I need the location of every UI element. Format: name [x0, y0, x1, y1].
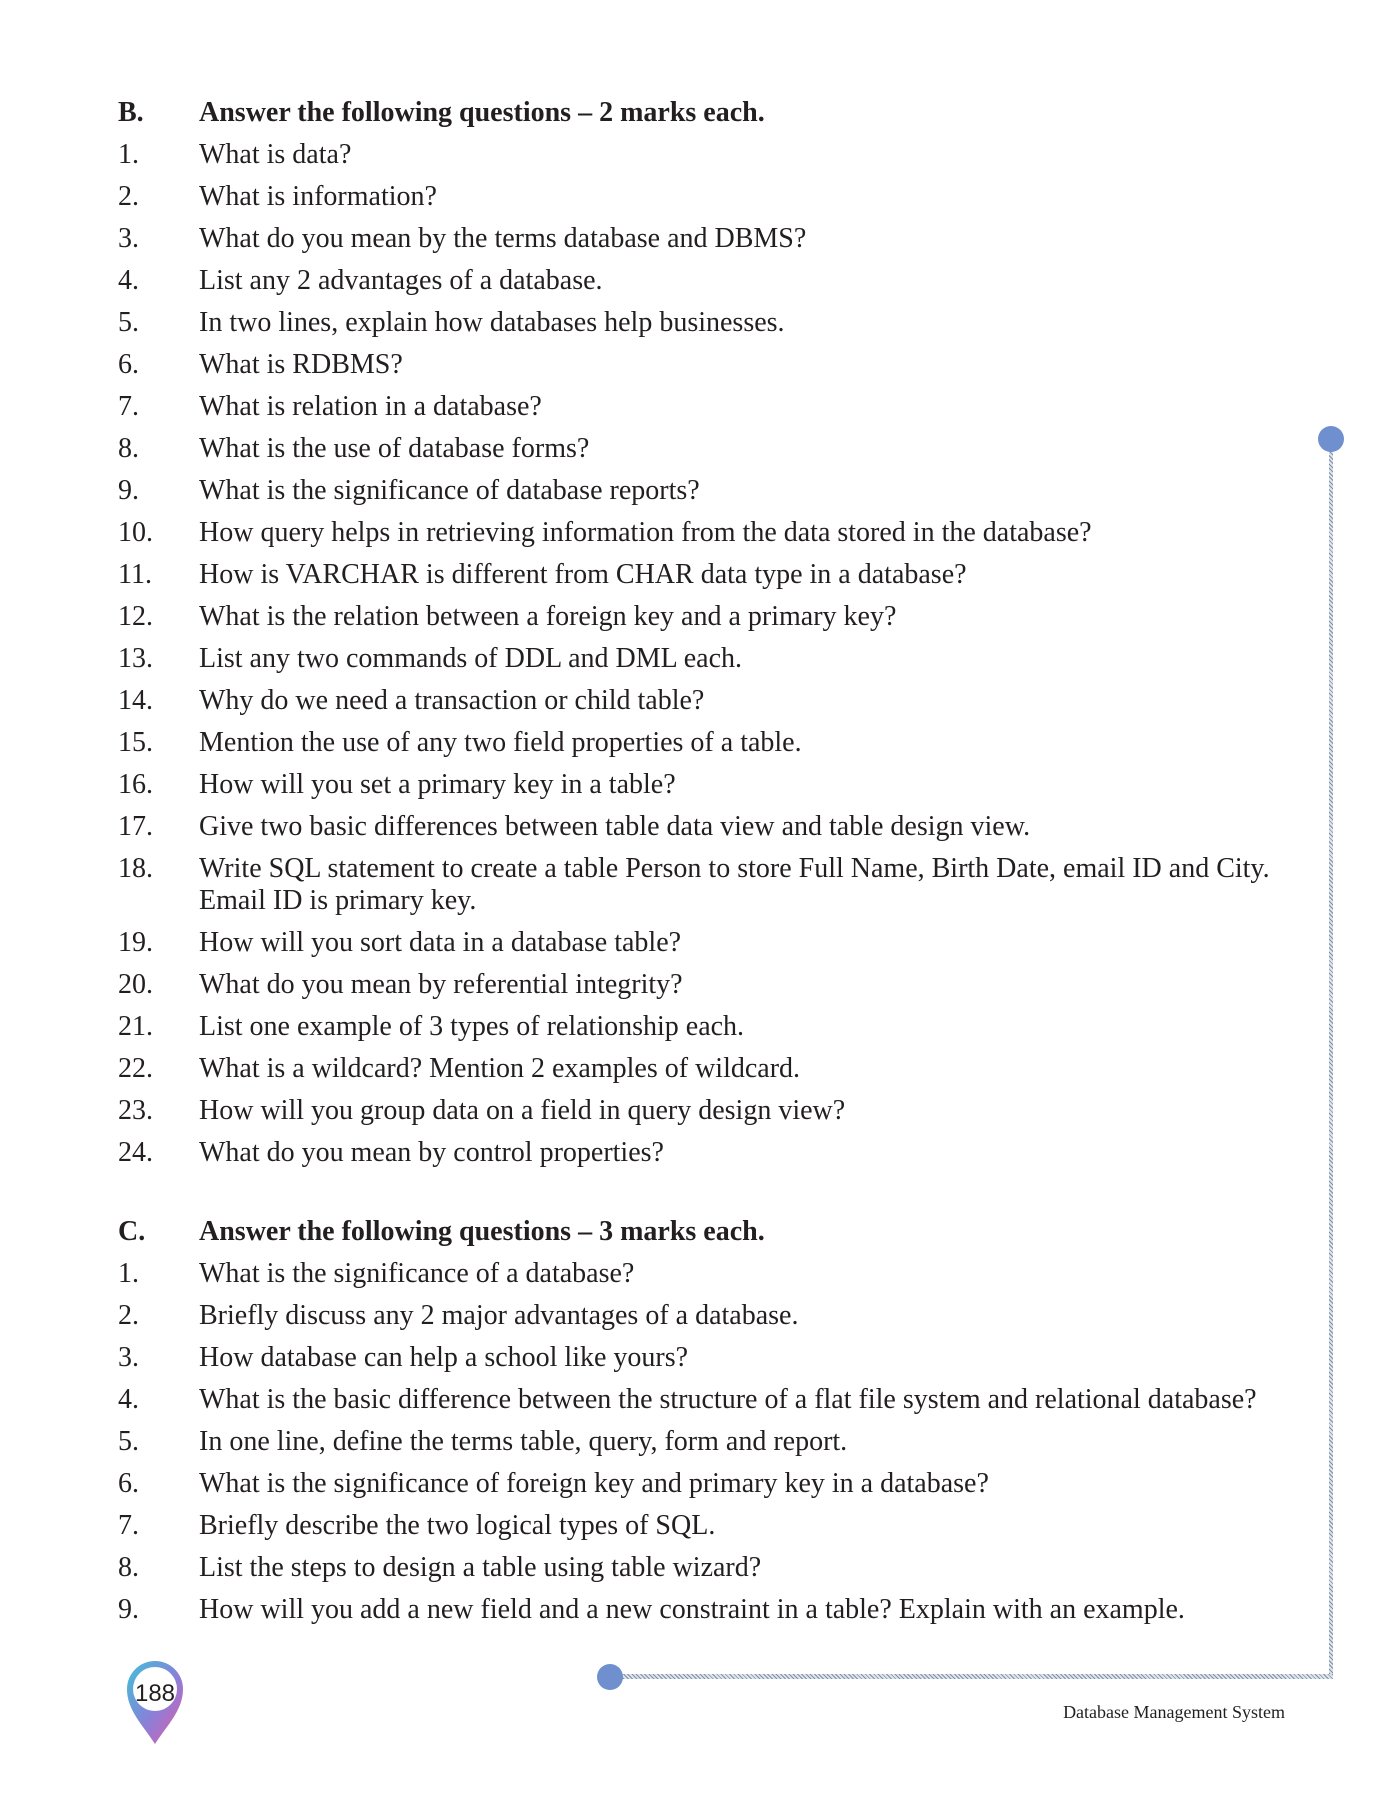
question-text: List any two commands of DDL and DML each.: [199, 643, 743, 674]
footer-book-title: Database Management System: [1063, 1702, 1285, 1722]
question-item: [118, 769, 1298, 801]
question-item: [118, 853, 1298, 917]
question-number: 8.: [118, 433, 139, 464]
question-number: 9.: [118, 1594, 139, 1625]
section-c-question-list: [118, 1258, 1298, 1626]
question-text: What is RDBMS?: [199, 349, 403, 380]
question-item: [118, 265, 1298, 297]
question-item: [118, 349, 1298, 381]
question-number: 20.: [118, 969, 153, 1000]
question-text: How will you set a primary key in a table?: [199, 769, 676, 800]
section-b-question-list: [118, 139, 1298, 1169]
question-text: What is the basic difference between the structure of a flat file system and relational database?: [199, 1384, 1257, 1415]
question-text: Briefly discuss any 2 major advantages of a database.: [199, 1300, 799, 1331]
question-item: [118, 969, 1298, 1001]
decorative-dot-top: [1318, 426, 1344, 452]
question-number: 2.: [118, 1300, 139, 1331]
question-text: How query helps in retrieving information from the data stored in the database?: [199, 517, 1092, 548]
question-number: 16.: [118, 769, 153, 800]
question-item: [118, 223, 1298, 255]
question-text: What is the relation between a foreign key and a primary key?: [199, 601, 897, 632]
question-text: Write SQL statement to create a table Person to store Full Name, Birth Date, email ID and City. Email ID is primary key.: [199, 853, 1270, 916]
question-item: [118, 1258, 1298, 1290]
question-item: [118, 1426, 1298, 1458]
section-c-label: C.: [118, 1216, 146, 1247]
question-text: What is the significance of a database?: [199, 1258, 635, 1289]
question-text: List any 2 advantages of a database.: [199, 265, 603, 296]
question-number: 15.: [118, 727, 153, 758]
question-text: What is relation in a database?: [199, 391, 542, 422]
question-number: 9.: [118, 475, 139, 506]
question-text: What do you mean by referential integrity?: [199, 969, 683, 1000]
section-c-heading-row: [118, 1216, 1298, 1248]
question-number: 22.: [118, 1053, 153, 1084]
question-item: [118, 181, 1298, 213]
question-item: [118, 433, 1298, 465]
question-text: In one line, define the terms table, query, form and report.: [199, 1426, 848, 1457]
question-item: [118, 643, 1298, 675]
question-number: 6.: [118, 1468, 139, 1499]
question-item: [118, 1552, 1298, 1584]
question-item: [118, 517, 1298, 549]
question-item: [118, 727, 1298, 759]
question-number: 5.: [118, 307, 139, 338]
question-text: What do you mean by control properties?: [199, 1137, 664, 1168]
page-number: 188: [134, 1680, 176, 1707]
question-number: 2.: [118, 181, 139, 212]
question-text: What is the significance of database reports?: [199, 475, 700, 506]
question-text: What is data?: [199, 139, 352, 170]
question-number: 10.: [118, 517, 153, 548]
question-item: [118, 1053, 1298, 1085]
question-number: 5.: [118, 1426, 139, 1457]
question-number: 17.: [118, 811, 153, 842]
question-text: Briefly describe the two logical types of SQL.: [199, 1510, 716, 1541]
section-b: [118, 97, 1298, 1179]
question-item: [118, 139, 1298, 171]
question-item: [118, 1137, 1298, 1169]
question-number: 12.: [118, 601, 153, 632]
question-text: How will you add a new field and a new constraint in a table? Explain with an example.: [199, 1594, 1185, 1625]
section-b-heading-row: [118, 97, 1298, 129]
section-b-heading: Answer the following questions – 2 marks each.: [199, 97, 765, 128]
question-item: [118, 1594, 1298, 1626]
question-number: 4.: [118, 265, 139, 296]
section-c: [118, 1216, 1298, 1636]
question-item: [118, 1095, 1298, 1127]
question-number: 21.: [118, 1011, 153, 1042]
question-number: 1.: [118, 139, 139, 170]
question-text: Give two basic differences between table data view and table design view.: [199, 811, 1031, 842]
decorative-dot-bottom: [597, 1664, 623, 1690]
question-number: 19.: [118, 927, 153, 958]
question-item: [118, 307, 1298, 339]
question-text: What is information?: [199, 181, 437, 212]
question-item: [118, 559, 1298, 591]
section-c-heading: Answer the following questions – 3 marks each.: [199, 1216, 765, 1247]
question-number: 3.: [118, 223, 139, 254]
decorative-rail-vertical: [1329, 446, 1333, 1678]
question-item: [118, 601, 1298, 633]
question-item: [118, 391, 1298, 423]
question-text: How will you group data on a field in query design view?: [199, 1095, 846, 1126]
question-text: Mention the use of any two field properties of a table.: [199, 727, 802, 758]
question-text: How is VARCHAR is different from CHAR data type in a database?: [199, 559, 967, 590]
question-item: [118, 1384, 1298, 1416]
question-number: 11.: [118, 559, 152, 590]
question-item: [118, 1342, 1298, 1374]
question-number: 18.: [118, 853, 153, 884]
question-item: [118, 1468, 1298, 1500]
question-text: In two lines, explain how databases help businesses.: [199, 307, 785, 338]
decorative-rail-horizontal: [615, 1674, 1333, 1679]
question-number: 8.: [118, 1552, 139, 1583]
section-b-label: B.: [118, 97, 144, 128]
question-text: Why do we need a transaction or child table?: [199, 685, 705, 716]
question-item: [118, 1510, 1298, 1542]
question-number: 13.: [118, 643, 153, 674]
question-text: How database can help a school like yours?: [199, 1342, 689, 1373]
question-item: [118, 927, 1298, 959]
question-text: What is a wildcard? Mention 2 examples of wildcard.: [199, 1053, 801, 1084]
question-number: 1.: [118, 1258, 139, 1289]
question-item: [118, 685, 1298, 717]
question-text: What is the use of database forms?: [199, 433, 590, 464]
question-number: 23.: [118, 1095, 153, 1126]
question-number: 6.: [118, 349, 139, 380]
question-text: List one example of 3 types of relationship each.: [199, 1011, 745, 1042]
question-number: 3.: [118, 1342, 139, 1373]
question-item: [118, 1011, 1298, 1043]
question-item: [118, 1300, 1298, 1332]
question-number: 24.: [118, 1137, 153, 1168]
question-text: How will you sort data in a database table?: [199, 927, 682, 958]
question-text: What is the significance of foreign key and primary key in a database?: [199, 1468, 989, 1499]
question-text: What do you mean by the terms database and DBMS?: [199, 223, 807, 254]
question-number: 14.: [118, 685, 153, 716]
question-number: 7.: [118, 391, 139, 422]
question-item: [118, 811, 1298, 843]
question-number: 4.: [118, 1384, 139, 1415]
question-text: List the steps to design a table using table wizard?: [199, 1552, 762, 1583]
question-item: [118, 475, 1298, 507]
question-number: 7.: [118, 1510, 139, 1541]
